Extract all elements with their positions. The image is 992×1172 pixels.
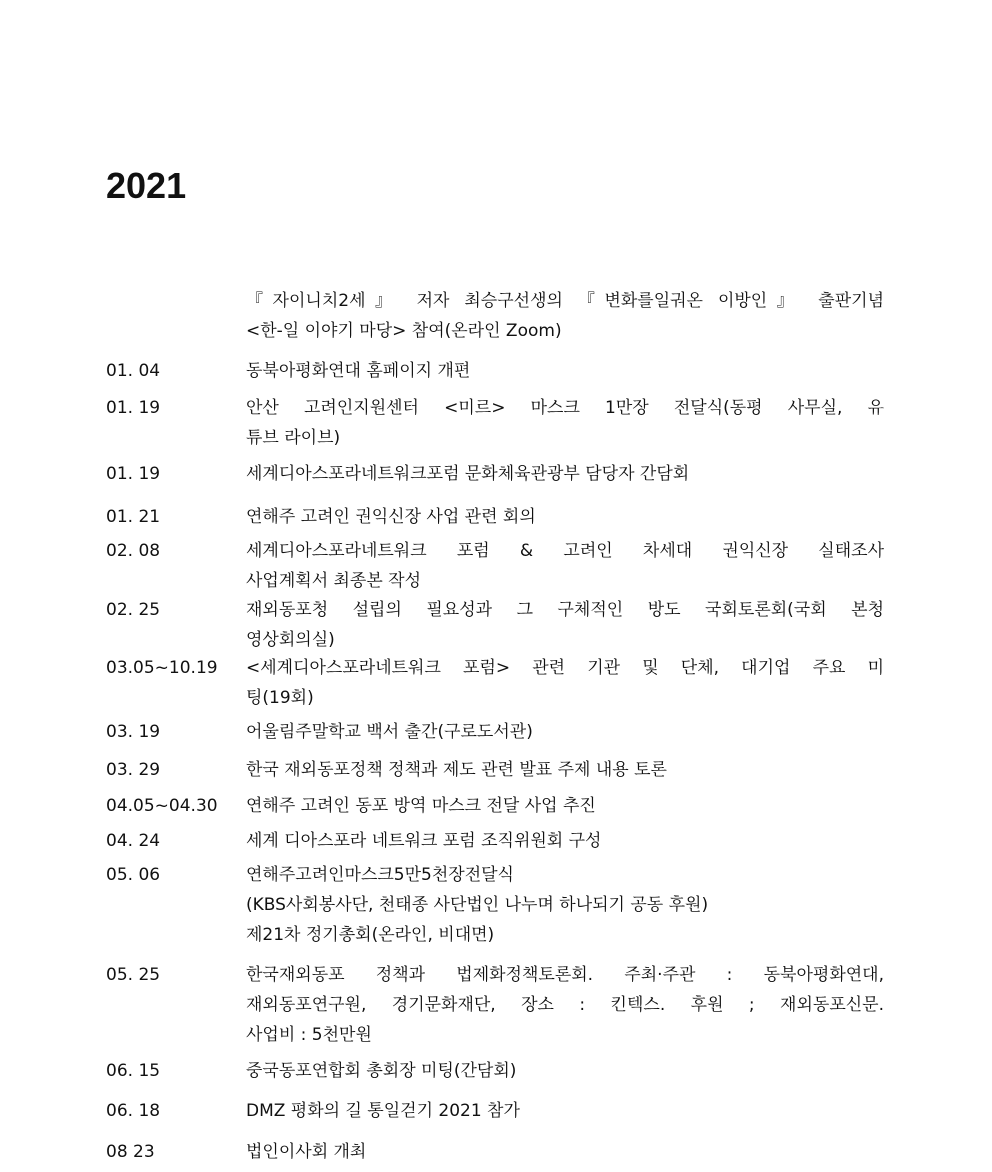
year-heading: 2021 xyxy=(106,165,187,206)
entry-date: 06. 15 xyxy=(106,1061,161,1081)
entry-description xyxy=(246,653,884,713)
entry-date: 02. 25 xyxy=(106,600,161,620)
entry-line: 재외동포청 설립의 필요성과 그 구체적인 방도 국회토론회(국회 본청 xyxy=(246,600,884,620)
entry-line: 어울림주말학교 백서 출간(구로도서관) xyxy=(246,722,533,742)
entry-date: 05. 06 xyxy=(106,865,161,885)
entry-line: 『자이니치2세』 저자 최승구선생의 『변화를일궈온 이방인』 출판기념 xyxy=(246,291,884,311)
entry-description xyxy=(246,1096,884,1126)
entry-line: 중국동포연합회 총회장 미팅(간담회) xyxy=(246,1061,517,1081)
entry-line: 한국 재외동포정책 정책과 제도 관련 발표 주제 내용 토론 xyxy=(246,760,667,780)
entry-date: 01. 19 xyxy=(106,398,161,418)
entry-description xyxy=(246,536,884,596)
entry-date: 05. 25 xyxy=(106,965,161,985)
entry-description xyxy=(246,356,884,386)
entry-date: 03. 29 xyxy=(106,760,161,780)
entry-description xyxy=(246,717,884,747)
entry-line: 재외동포연구원, 경기문화재단, 장소 : 킨텍스. 후원 ; 재외동포신문. xyxy=(246,995,884,1015)
entry-line: 안산 고려인지원센터 <미르> 마스크 1만장 전달식(동평 사무실, 유 xyxy=(246,398,884,418)
entry-line: 세계디아스포라네트워크포럼 문화체육관광부 담당자 간담회 xyxy=(246,464,690,484)
entry-description xyxy=(246,960,884,1050)
entry-line: 세계 디아스포라 네트워크 포럼 조직위원회 구성 xyxy=(246,831,602,851)
entry-date: 01. 19 xyxy=(106,464,161,484)
entry-description xyxy=(246,1056,884,1086)
entry-line: 동북아평화연대 홈페이지 개편 xyxy=(246,361,471,381)
entry-date: 04.05~04.30 xyxy=(106,796,218,816)
entry-description xyxy=(246,286,884,346)
entry-line: (KBS사회봉사단, 천태종 사단법인 나누며 하나되기 공동 후원) xyxy=(246,895,709,915)
entry-description xyxy=(246,459,884,489)
entry-line: 사업계획서 최종본 작성 xyxy=(246,571,422,591)
entry-line: 영상회의실) xyxy=(246,630,335,650)
entry-line: DMZ 평화의 길 통일걷기 2021 참가 xyxy=(246,1101,520,1121)
entry-line: 제21차 정기총회(온라인, 비대면) xyxy=(246,925,495,945)
entry-line: <세계디아스포라네트워크 포럼> 관련 기관 및 단체, 대기업 주요 미 xyxy=(246,658,884,678)
entry-date: 02. 08 xyxy=(106,541,161,561)
entry-date: 06. 18 xyxy=(106,1101,161,1121)
entry-description xyxy=(246,1137,884,1167)
entry-line: 세계디아스포라네트워크 포럼 & 고려인 차세대 권익신장 실태조사 xyxy=(246,541,884,561)
entry-line: <한-일 이야기 마당> 참여(온라인 Zoom) xyxy=(246,321,562,341)
entry-line: 사업비 : 5천만원 xyxy=(246,1025,372,1045)
entry-description xyxy=(246,393,884,453)
entry-date: 08 23 xyxy=(106,1142,155,1162)
entry-date: 03.05~10.19 xyxy=(106,658,218,678)
entry-line: 팅(19회) xyxy=(246,688,314,708)
entry-line: 연해주 고려인 권익신장 사업 관련 회의 xyxy=(246,507,536,527)
entry-line: 한국재외동포 정책과 법제화정책토론회. 주최·주관 : 동북아평화연대, xyxy=(246,965,884,985)
entry-line: 튜브 라이브) xyxy=(246,428,341,448)
entry-line: 연해주고려인마스크5만5천장전달식 xyxy=(246,865,514,885)
entry-description xyxy=(246,595,884,655)
entry-date: 01. 04 xyxy=(106,361,161,381)
entry-line: 연해주 고려인 동포 방역 마스크 전달 사업 추진 xyxy=(246,796,596,816)
entry-description xyxy=(246,502,884,532)
entry-description xyxy=(246,826,884,856)
entry-date: 01. 21 xyxy=(106,507,161,527)
entry-description xyxy=(246,860,884,950)
entry-description xyxy=(246,755,884,785)
entry-line: 법인이사회 개최 xyxy=(246,1142,367,1162)
entry-date: 04. 24 xyxy=(106,831,161,851)
entry-date: 03. 19 xyxy=(106,722,161,742)
entry-description xyxy=(246,791,884,821)
